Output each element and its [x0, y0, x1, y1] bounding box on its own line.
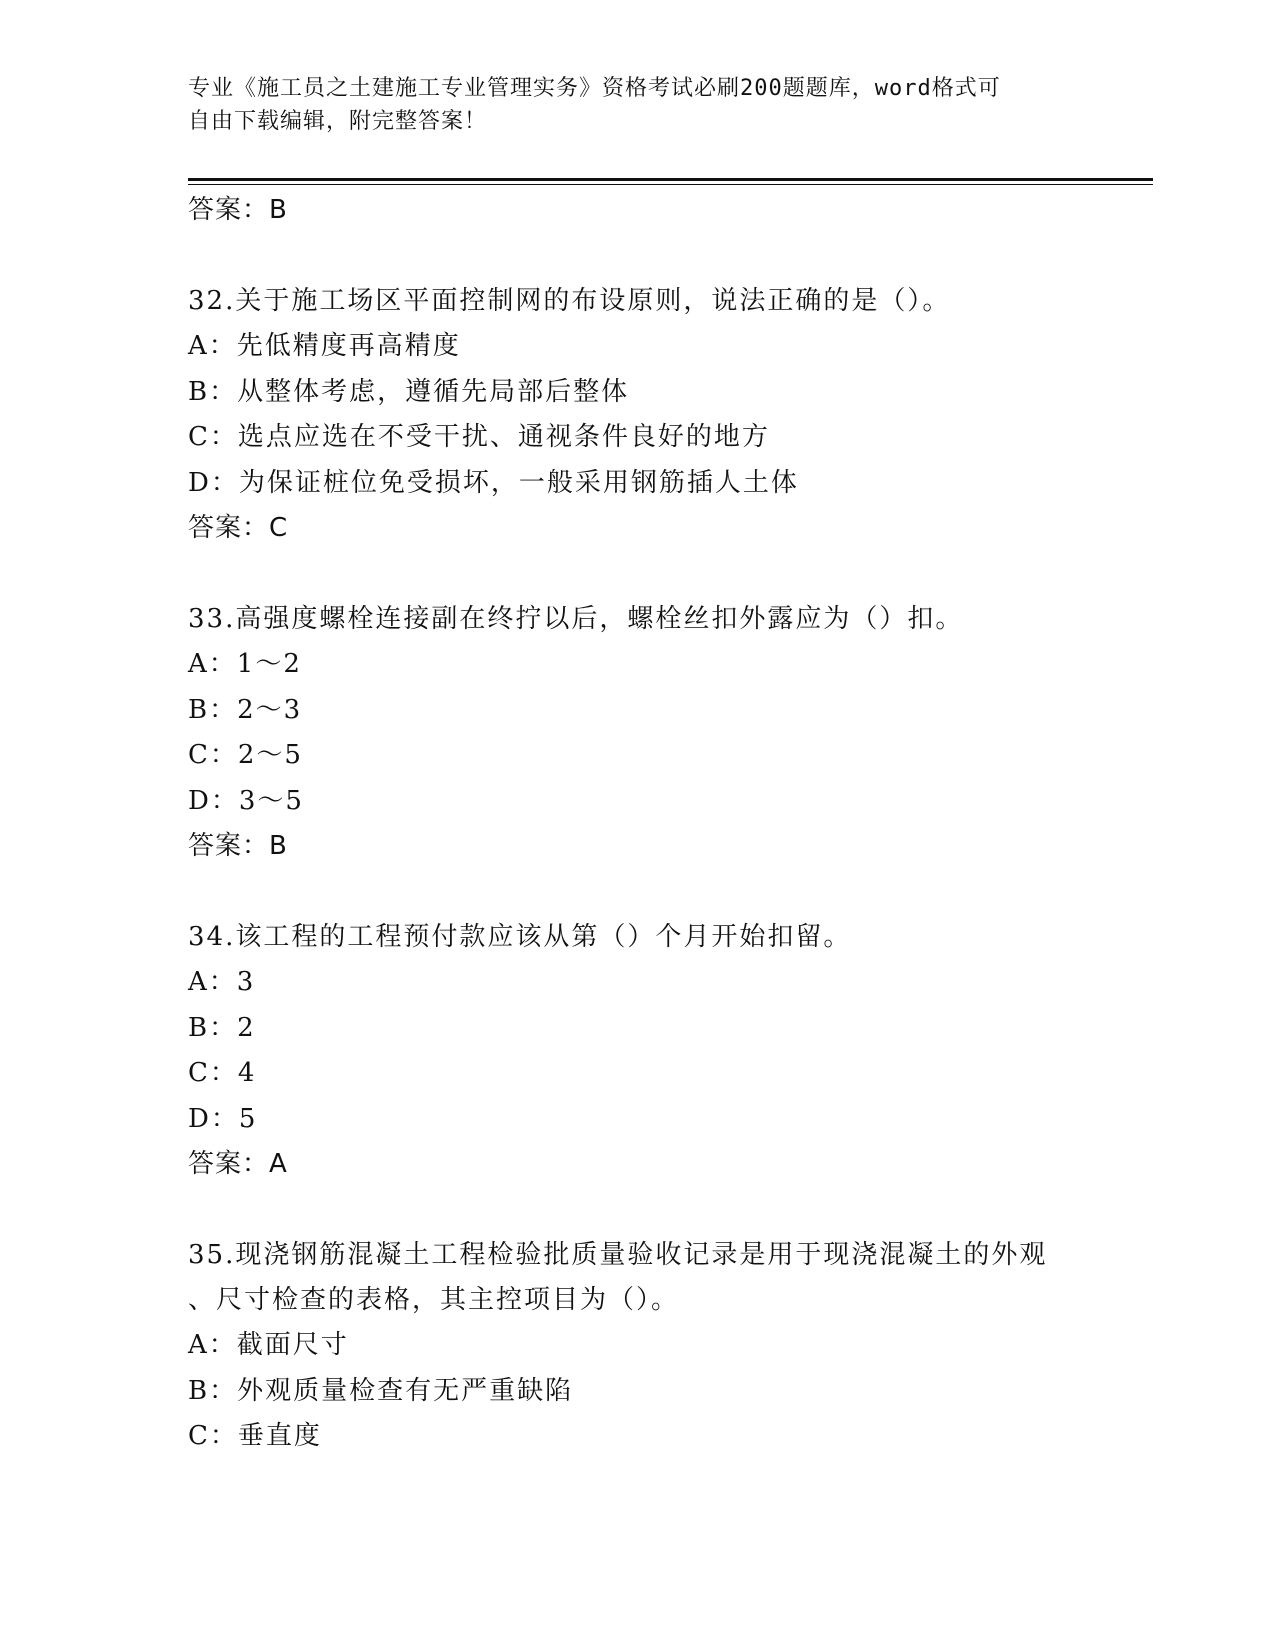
option-a: A：3	[188, 967, 256, 997]
option-c: C：选点应选在不受干扰、通视条件良好的地方	[188, 422, 770, 452]
option-b: B：2	[188, 1012, 256, 1043]
option-c: C：2～5	[188, 740, 303, 770]
question-gap	[188, 233, 1088, 279]
header-line-1: 专业《施工员之土建施工专业管理实务》资格考试必刷200题题库，word格式可	[188, 76, 1001, 101]
header-rule-thin	[188, 184, 1153, 185]
question-stem: 34.该工程的工程预付款应该从第（）个月开始扣留。	[188, 922, 852, 952]
option-b: B：外观质量检查有无严重缺陷	[188, 1375, 574, 1406]
question-list	[188, 188, 1088, 1460]
header-rule-thick	[188, 178, 1153, 181]
question-block	[188, 1233, 1088, 1460]
option-d: D：5	[188, 1103, 258, 1134]
question-block	[188, 597, 1088, 869]
document-header	[188, 72, 1068, 138]
question-gap	[188, 1187, 1088, 1233]
option-d: D：3～5	[188, 785, 304, 816]
header-line-2: 自由下载编辑，附完整答案！	[188, 109, 488, 134]
option-b: B：从整体考虑，遵循先局部后整体	[188, 376, 630, 407]
option-d: D：为保证桩位免受损坏，一般采用钢筋插人土体	[188, 467, 799, 498]
answer-line: 答案：B	[188, 831, 288, 861]
question-stem: 33.高强度螺栓连接副在终拧以后，螺栓丝扣外露应为（）扣。	[188, 604, 964, 634]
option-a: A：1～2	[188, 649, 302, 679]
question-stem-continued: 、尺寸检查的表格，其主控项目为（）。	[188, 1285, 680, 1315]
question-gap	[188, 869, 1088, 915]
option-c: C：垂直度	[188, 1421, 322, 1451]
answer-line: 答案：A	[188, 1149, 288, 1179]
option-a: A：截面尺寸	[188, 1330, 349, 1360]
question-block	[188, 915, 1088, 1187]
answer-line: 答案：B	[188, 195, 288, 225]
question-block	[188, 279, 1088, 551]
question-stem: 32.关于施工场区平面控制网的布设原则，说法正确的是（）。	[188, 286, 951, 316]
answer-line: 答案：C	[188, 513, 289, 543]
option-a: A：先低精度再高精度	[188, 331, 461, 361]
question-stem: 35.现浇钢筋混凝土工程检验批质量验收记录是用于现浇混凝土的外观	[188, 1240, 1048, 1270]
question-gap	[188, 551, 1088, 597]
option-b: B：2～3	[188, 694, 303, 725]
option-c: C：4	[188, 1058, 257, 1088]
